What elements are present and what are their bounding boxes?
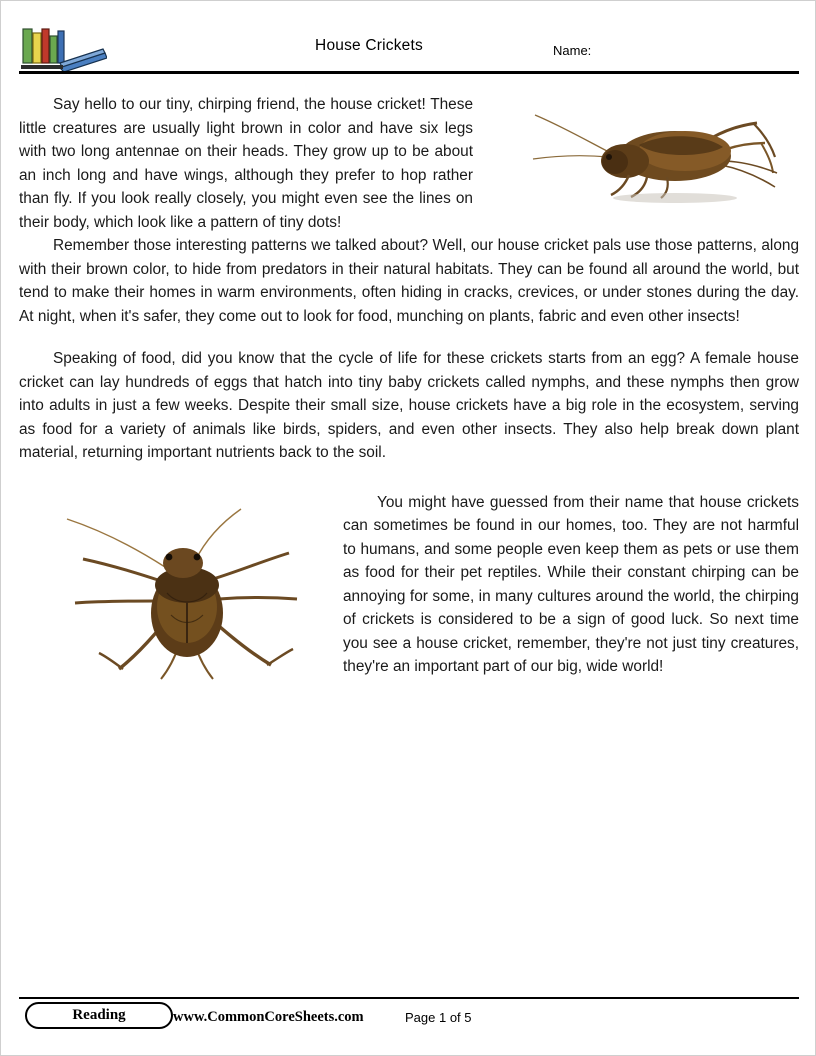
page-title: House Crickets: [315, 37, 423, 54]
page-number: Page 1 of 5: [405, 1010, 472, 1025]
paragraph-3: Speaking of food, did you know that the cycle of life for these crickets starts from an egg? A female house cricket can lay hundreds of eggs that hatch into tiny baby crickets called nymphs, and these nymphs then grow into adults in just a few weeks. Despite their small size, house crickets have a big role in the ecosystem, serving as food for a variety of animals like birds, spiders, and even other insects. They also help break down plant material, returning important nutrients back to the soil.: [19, 350, 799, 461]
house-cricket-top-view-photo: [45, 497, 325, 687]
page-header: [19, 23, 799, 73]
paragraph-4: You might have guessed from their name that house crickets can sometimes be found in our homes, too. They are not harmful to humans, and some people even keep them as pets or use them as food for their pet reptiles. While their constant chirping can be annoying for some, in many cultures around the world, the chirping of crickets is considered to be a sign of good luck. So next time you see a house cricket, remember, they're not just tiny creatures, they're an important part of our big, wide world!: [343, 493, 799, 675]
stacked-books-icon: [19, 27, 107, 73]
footer-divider: [19, 997, 799, 999]
name-label: Name:: [553, 43, 592, 58]
paragraph-1: Say hello to our tiny, chirping friend, the house cricket! These little creatures are usually light brown in color and have six legs with two long antennae on their heads. They grow up to be about an inch long and have wings, although they prefer to hop rather than fly. If you look really closely, you might even see the lines on their body, which look like a pattern of tiny dots!: [19, 96, 473, 231]
paragraph-2: Remember those interesting patterns we talked about? Well, our house cricket pals use those patterns, along with their brown color, to hide from predators in their natural habitats. They can be found all around the world, but tend to make their homes in warm environments, often hiding in cracks, crevices, or under stones during the day. At night, when it's safer, they come out to look for food, munching on plants, fabric and even other insects!: [19, 237, 799, 325]
reading-badge-label: Reading: [72, 1007, 126, 1023]
worksheet-body: [19, 93, 799, 693]
paragraph-block-1: [19, 93, 799, 234]
house-cricket-side-view-photo: [489, 99, 799, 211]
paragraph-block-4: [19, 491, 799, 679]
reading-badge: [25, 1002, 173, 1029]
site-url[interactable]: www.CommonCoreSheets.com: [173, 1009, 364, 1025]
name-blank-line[interactable]: [619, 59, 815, 60]
header-divider: [19, 71, 799, 74]
